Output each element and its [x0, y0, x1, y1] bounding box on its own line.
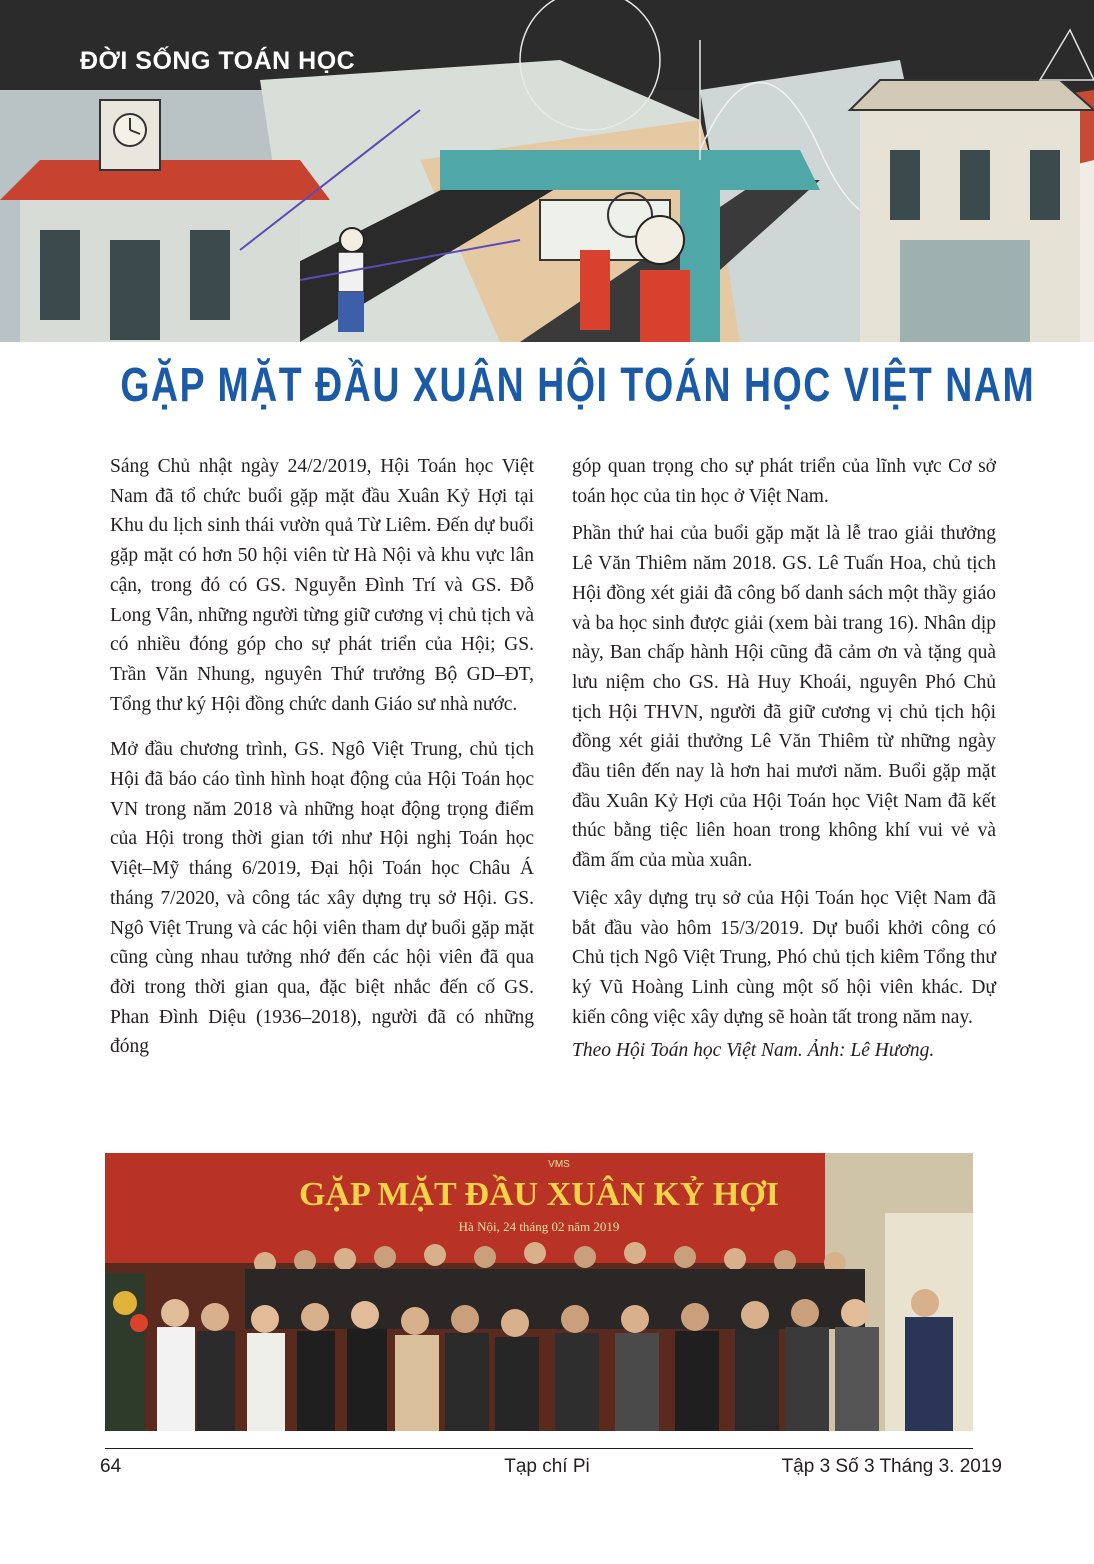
page-number: 64	[100, 1456, 122, 1477]
paragraph: Mở đầu chương trình, GS. Ngô Việt Trung, chủ tịch Hội đã báo cáo tình hình hoạt động của Hội Toán học VN trong năm 2018 và những hoạt động trọng điểm của Hội trong thời gian tới như Hội nghị Toán học Việt–Mỹ tháng 6/2019, Đại hội Toán học Châu Á tháng 7/2020, và công tác xây dựng trụ sở Hội. GS. Ngô Việt Trung và các hội viên tham dự buổi gặp mặt cũng cùng nhau tưởng nhớ đến các hội viên đã qua đời trong thời gian qua, đặc biệt nhắc đến cố GS. Phan Đình Diệu (1936–2018), người đã có những đóng	[110, 739, 534, 1058]
footer-divider	[105, 1448, 973, 1449]
left-column	[110, 452, 534, 1078]
photo-banner-text: GẶP MẶT ĐẦU XUÂN KỶ HỢI	[298, 1176, 780, 1213]
paragraph: góp quan trọng cho sự phát triển của lĩnh vực Cơ sở toán học của tin học ở Việt Nam.	[572, 456, 996, 507]
issue-info: Tập 3 Số 3 Tháng 3. 2019	[781, 1456, 1002, 1477]
photo-date-text: Hà Nội, 24 tháng 02 năm 2019	[458, 1219, 620, 1234]
right-column	[572, 452, 996, 1082]
paragraph: Việc xây dựng trụ sở của Hội Toán học Việt Nam đã bắt đầu vào hôm 15/3/2019. Dự buổi khởi công có Chủ tịch Ngô Việt Trung, Phó chủ tịch kiêm Tổng thư ký Vũ Hoàng Linh cùng một số hội viên khác. Dự kiến công việc xây dựng sẽ hoàn tất trong năm nay.	[572, 887, 996, 1028]
paragraph: Sáng Chủ nhật ngày 24/2/2019, Hội Toán học Việt Nam đã tổ chức buổi gặp mặt đầu Xuân Kỷ Hợi tại Khu du lịch sinh thái vườn quả Từ Liêm. Đến dự buổi gặp mặt có hơn 50 hội viên từ Hà Nội và khu vực lân cận, trong đó có GS. Nguyễn Đình Trí và GS. Đỗ Long Vân, những người từng giữ cương vị chủ tịch và có nhiều đóng góp cho sự phát triển của Hội; GS. Trần Văn Nhung, nguyên Thứ trưởng Bộ GD–ĐT, Tổng thư ký Hội đồng chức danh Giáo sư nhà nước.	[110, 456, 534, 715]
paragraph: Phần thứ hai của buổi gặp mặt là lễ trao giải thưởng Lê Văn Thiêm năm 2018. GS. Lê Tuấn Hoa, chủ tịch Hội đồng xét giải đã công bố danh sách một thầy giáo và ba học sinh được giải (xem bài trang 16). Nhân dịp này, Ban chấp hành Hội cũng đã cảm ơn và tặng quà lưu niệm cho GS. Hà Huy Khoái, nguyên Phó Chủ tịch Hội THVN, người đã giữ cương vị chủ tịch hội đồng xét giải thưởng Lê Văn Thiêm từ những ngày đầu tiên đến nay là hơn hai mươi năm. Buổi gặp mặt đầu Xuân Kỷ Hợi của Hội Toán học Việt Nam đã kết thúc bằng tiệc liên hoan trong không khí vui vẻ và đầm ấm của mùa xuân.	[572, 523, 996, 872]
header-banner	[0, 0, 1094, 342]
photo-credit: Theo Hội Toán học Việt Nam. Ảnh: Lê Hương.	[572, 1040, 935, 1062]
article-title: GẶP MẶT ĐẦU XUÂN HỘI TOÁN HỌC VIỆT NAM	[120, 359, 1036, 412]
section-label: ĐỜI SỐNG TOÁN HỌC	[80, 47, 356, 75]
group-photo	[105, 1153, 973, 1431]
photo-org-mark: VMS	[548, 1159, 570, 1170]
magazine-name: Tạp chí Pi	[504, 1456, 590, 1477]
group-photo-icon	[105, 1153, 973, 1431]
